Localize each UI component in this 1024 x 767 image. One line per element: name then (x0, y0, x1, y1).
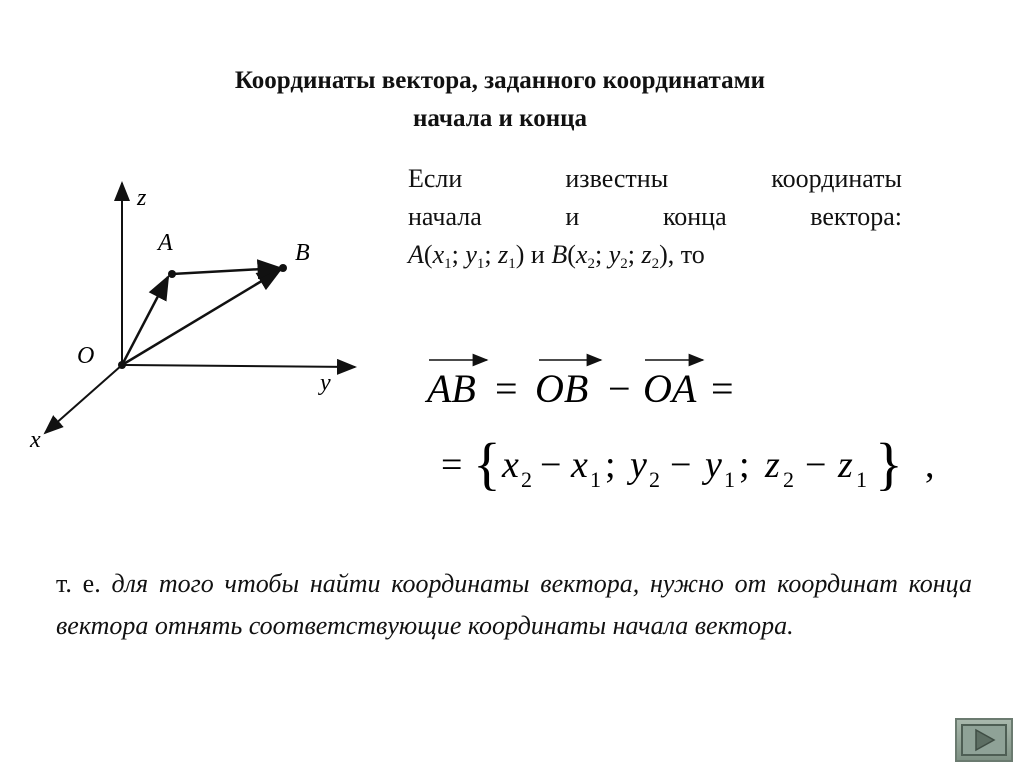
vector-ab (172, 268, 280, 274)
intro-line-1: Если известны координаты (408, 164, 902, 193)
conclusion-body: для того чтобы найти координаты вектора, нужно от координат конца вектора отнять соответствующие координаты начала вектора. (56, 569, 973, 640)
formula-minus-x: − (540, 444, 562, 486)
point-b-label: B (295, 240, 310, 266)
point-a-label: A (158, 230, 173, 256)
formula-semi-2: ; (739, 444, 750, 486)
formula-x2: x (502, 444, 519, 486)
point-o (118, 361, 126, 369)
axis-label-x: x (30, 427, 41, 453)
point-b (279, 264, 287, 272)
formula-eq-2: = (711, 366, 734, 411)
formula-lbrace: { (473, 431, 501, 496)
axis-label-y: y (320, 370, 331, 396)
formula-z2-sub: 2 (783, 467, 794, 492)
intro-text (408, 160, 902, 274)
axis-label-z: z (137, 185, 147, 211)
formula-y1-sub: 1 (724, 467, 735, 492)
formula-semi-1: ; (605, 444, 616, 486)
vector-formula (415, 340, 975, 510)
origin-label: O (77, 343, 95, 369)
formula-comma: , (925, 444, 935, 486)
x-axis (45, 365, 122, 433)
formula-oa: OA (643, 366, 697, 411)
formula-z2: z (765, 444, 780, 486)
point-a (168, 270, 176, 278)
coordinate-diagram (25, 175, 365, 465)
title-line-2: начала и конца (412, 105, 588, 132)
formula-ob: OB (535, 366, 589, 411)
y-axis (122, 365, 355, 367)
formula-minus-y: − (670, 444, 692, 486)
formula-x2-sub: 2 (521, 467, 532, 492)
formula-y1: y (705, 444, 722, 486)
formula-y2-sub: 2 (649, 467, 660, 492)
formula-eq-3: = (441, 444, 463, 486)
intro-line-2: начала и конца вектора: (408, 202, 902, 231)
formula-eq-1: = (495, 366, 518, 411)
formula-x1: x (571, 444, 588, 486)
formula-minus-1: − (608, 366, 631, 411)
next-slide-button[interactable] (955, 718, 1013, 762)
formula-minus-z: − (805, 444, 827, 486)
play-next-icon (971, 727, 997, 753)
formula-ab: AB (427, 366, 476, 411)
intro-line-3: $A(x_1$; $y_1$; $z_1$) и $B(x_2$; $y_2$; $z_2$), то (408, 240, 705, 272)
formula-y2: y (630, 444, 647, 486)
formula-x1-sub: 1 (590, 467, 601, 492)
title-line-1: Координаты вектора, заданного координатами (234, 67, 766, 94)
formula-z1: z (838, 444, 853, 486)
formula-rbrace: } (875, 431, 903, 496)
slide-title (0, 62, 1000, 138)
conclusion-prefix: т. е. (56, 569, 101, 598)
conclusion-text (56, 563, 972, 647)
formula-z1-sub: 1 (856, 467, 867, 492)
